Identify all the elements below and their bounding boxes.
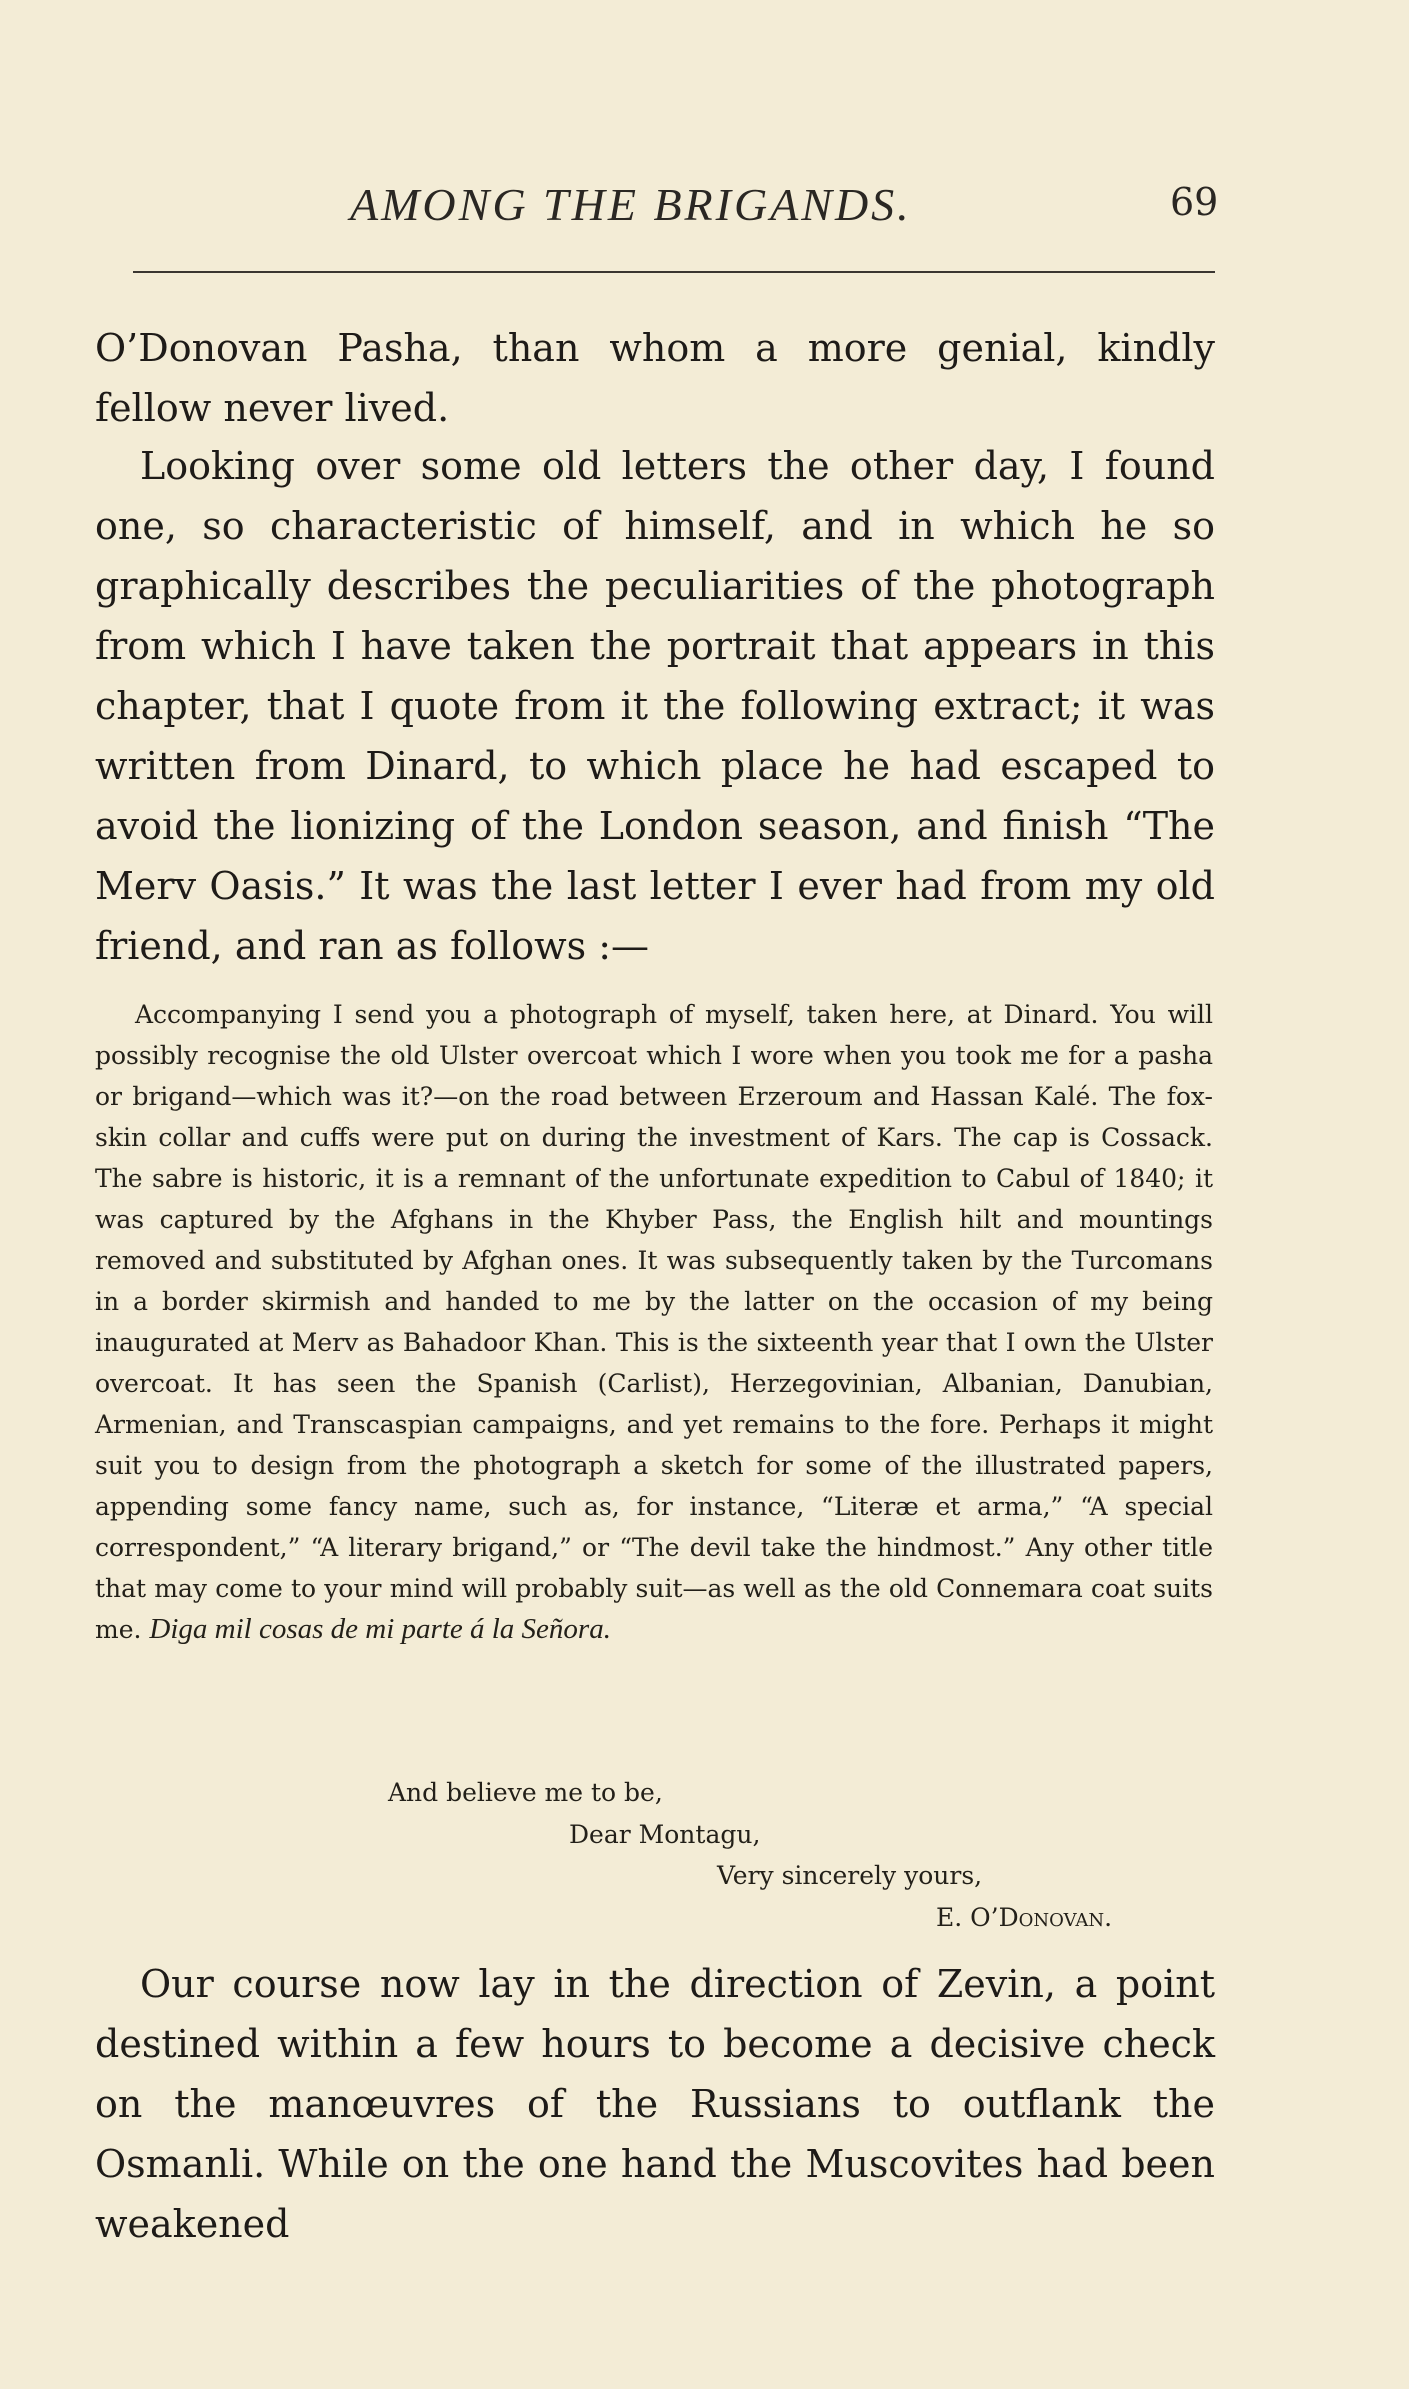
running-title: AMONG THE BRIGANDS. [350,179,912,230]
letter-signature: E. O’Donovan. [936,1903,1113,1932]
header-rule [133,271,1215,273]
letter-closing-line-1: And believe me to be, [388,1778,663,1807]
letter-salutation: Dear Montagu, [569,1820,761,1849]
body-paragraph-2: Looking over some old letters the other day, I found one, so characteristic of himself, and in which he so graphically describes the peculiarities of the photograph from which I have taken the portrait that appears in this chapter, that I quote from it the following extract; it was written from Dinard, to which place he had escaped to avoid the lionizing of the London season, and finish “The Merv Oasis.” It was the last letter I ever had from my old friend, and ran as follows :— [95,444,1215,968]
letter-italic-tail: Diga mil cosas de mi parte á la Señora. [149,1613,611,1645]
quoted-letter [95,994,1213,1650]
letter-text: Accompanying I send you a photograph of myself, taken here, at Dinard. You will possibly recognise the old Ulster overcoat which I wore when you took me for a pasha or brigand—which was it?—on the road between Erzeroum and Hassan Kalé. The fox-skin collar and cuffs were put on during the investment of Kars. The cap is Cossack. The sabre is historic, it is a remnant of the unfortunate expedition to Cabul of 1840; it was captured by the Afghans in the Khyber Pass, the English hilt and mountings removed and substituted by Afghan ones. It was subsequently taken by the Turcomans in a border skirmish and handed to me by the latter on the occasion of my being inaugurated at Merv as Bahadoor Khan. This is the sixteenth year that I own the Ulster overcoat. It has seen the Spanish (Carlist), Herzegovinian, Albanian, Danubian, Armenian, and Transcaspian campaigns, and yet remains to the fore. Perhaps it might suit you to design from the photograph a sketch for some of the illustrated papers, appending some fancy name, such as, for instance, “Literæ et arma,” “A special correspondent,” “A literary brigand,” or “The devil take the hindmost.” Any other title that may come to your mind will probably suit—as well as the old Connemara coat suits me. [95,1000,1213,1644]
letter-closing-line-2: Very sincerely yours, [717,1861,983,1890]
page-number: 69 [1170,180,1219,224]
body-paragraph-1: O’Donovan Pasha, than whom a more genial, kindly fellow never lived. [95,326,1215,430]
body-paragraph-3: Our course now lay in the direction of Zevin, a point destined within a few hours to become a decisive check on the manœuvres of the Russians to outflank the Osmanli. While on the one hand the Muscovites had been weakened [95,1962,1215,2246]
